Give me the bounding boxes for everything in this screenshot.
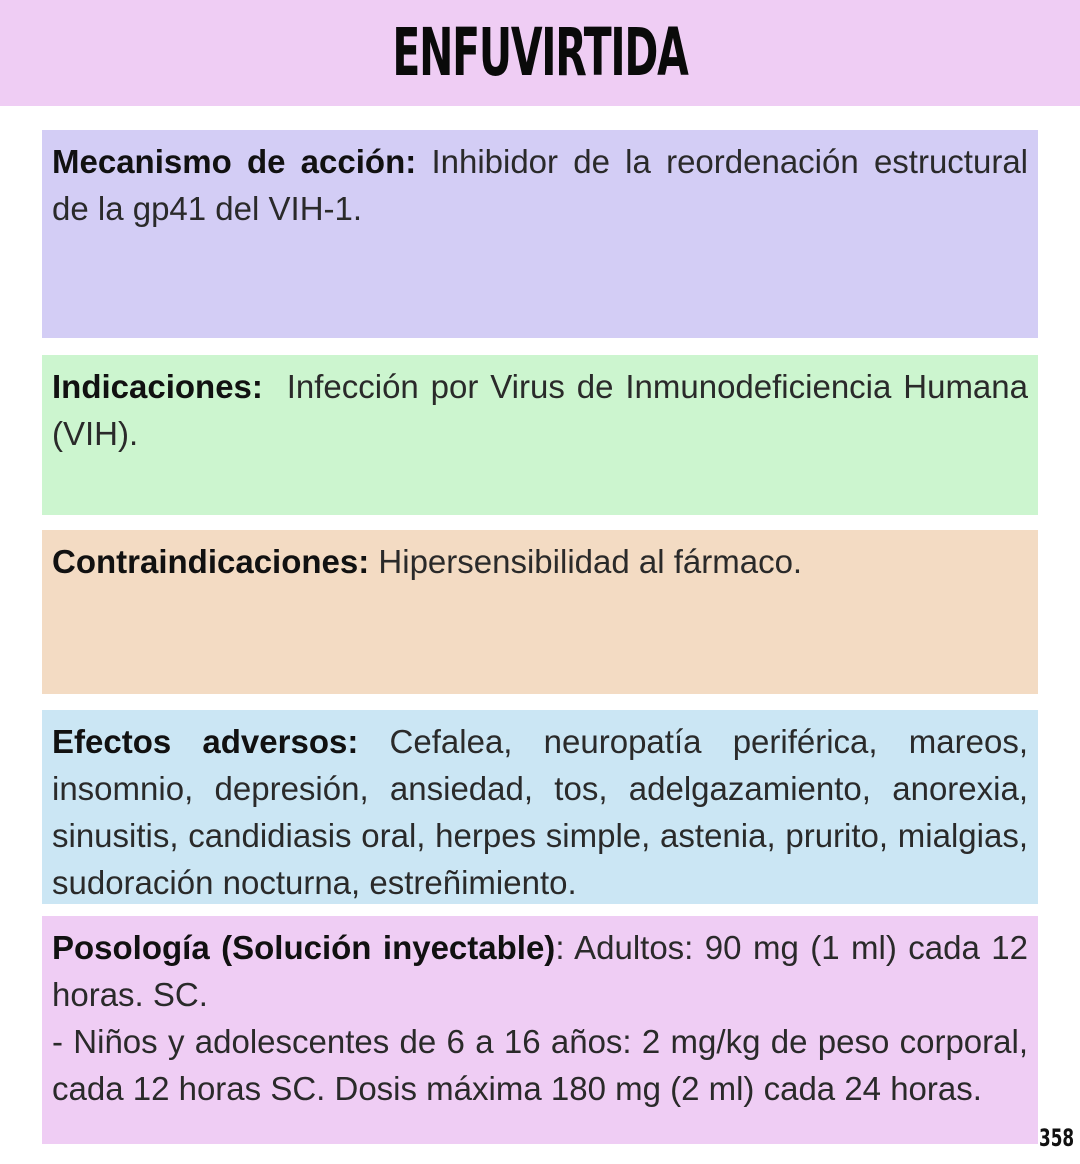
indicaciones-label: Indicaciones: bbox=[52, 368, 263, 405]
posologia-text-ninos: - Niños y adolescentes de 6 a 16 años: 2 mg/kg de peso corporal, cada 12 horas SC. Dosis máxima 180 mg (2 ml) cada 24 horas. bbox=[52, 1023, 1028, 1107]
section-posologia bbox=[42, 916, 1038, 1144]
efectos-text: Cefalea, neuropatía periférica, mareos, insomnio, depresión, ansiedad, tos, adelgazamiento, anorexia, sinusitis, candidiasis oral, herpes simple, astenia, prurito, mialgias, sudoración nocturna, estreñimiento. bbox=[52, 723, 1028, 901]
indicaciones-text: Infección por Virus de Inmunodeficiencia Humana (VIH). bbox=[52, 368, 1038, 452]
title-banner bbox=[0, 0, 1080, 106]
posologia-label: Posología (Solución inyectable) bbox=[52, 929, 556, 966]
contraindicaciones-label: Contraindicaciones: bbox=[52, 543, 370, 580]
efectos-label: Efectos adversos: bbox=[52, 723, 359, 760]
mecanismo-text: Inhibidor de la reordenación estructural de la gp41 del VIH-1. bbox=[52, 143, 1028, 227]
section-mecanismo bbox=[42, 130, 1038, 338]
posologia-text: : Adultos: 90 mg (1 ml) cada 12 horas. SC. bbox=[52, 929, 1029, 1013]
section-indicaciones bbox=[42, 355, 1038, 515]
mecanismo-label: Mecanismo de acción: bbox=[52, 143, 417, 180]
section-contraindicaciones bbox=[42, 530, 1038, 694]
section-efectos-adversos bbox=[42, 710, 1038, 904]
contraindicaciones-text: Hipersensibilidad al fármaco. bbox=[369, 543, 803, 580]
page-number: 358 bbox=[1038, 1124, 1074, 1152]
drug-title: ENFUVIRTIDA bbox=[392, 14, 688, 91]
